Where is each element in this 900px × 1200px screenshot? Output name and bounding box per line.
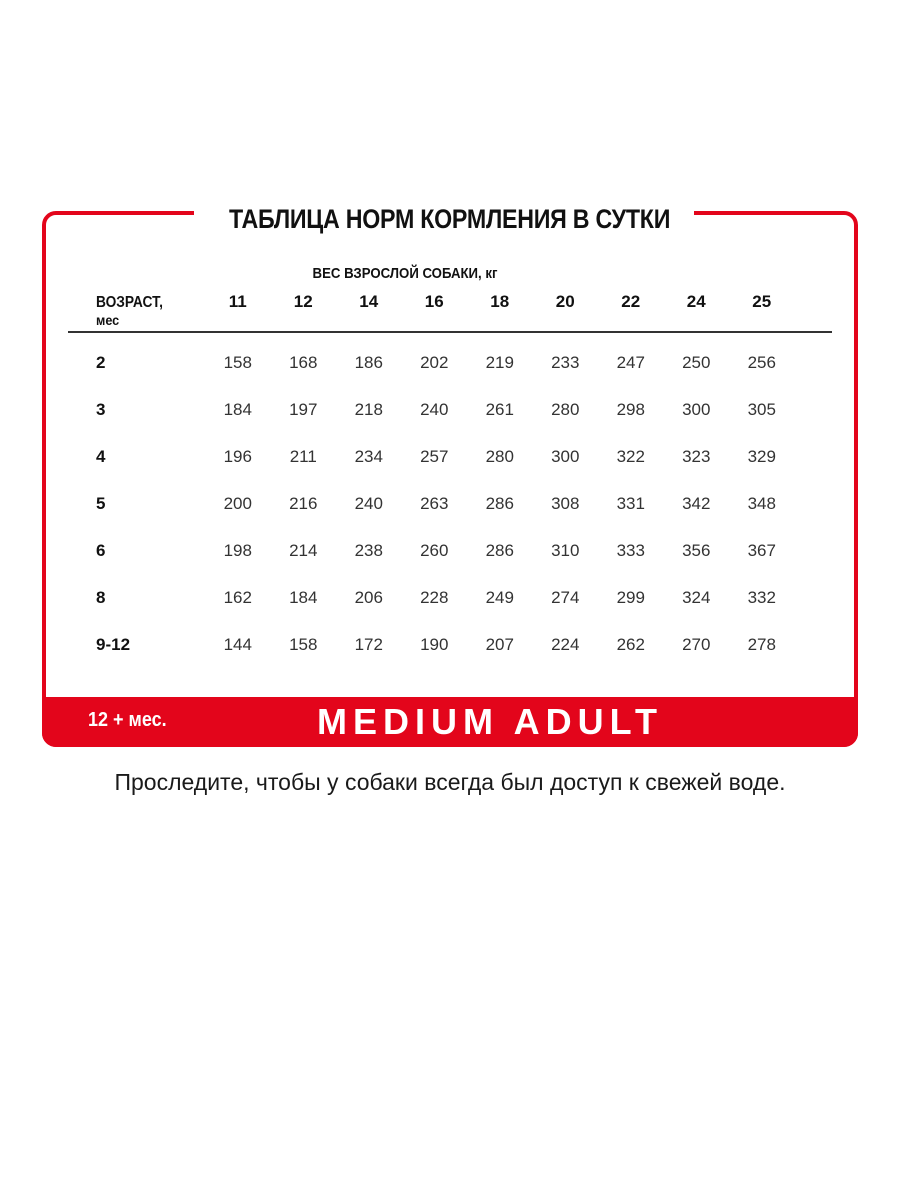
table-cell: 214 [289,541,318,560]
table-cell: 240 [420,400,449,419]
table-cell: 233 [551,353,580,372]
age-column-label: ВОЗРАСТ, [96,294,163,311]
band-age-label: 12 + мес. [88,709,167,731]
table-cell: 274 [551,588,580,607]
table-cell: 144 [223,635,252,654]
table-cell: 198 [223,541,252,560]
table-cell: 234 [354,447,383,466]
table-row [96,539,796,563]
table-cell: 200 [223,494,252,513]
water-note: Проследите, чтобы у собаки всегда был доступ к свежей воде. [114,769,786,795]
table-cell: 367 [747,541,776,560]
table-cell: 224 [551,635,580,654]
weight-header-cell: 14 [359,292,379,311]
table-cell: 286 [485,541,514,560]
table-cell: 308 [551,494,580,513]
table-cell: 342 [682,494,711,513]
table-cell: 322 [616,447,645,466]
weight-header-cell: 12 [293,292,313,311]
table-cell: 190 [420,635,449,654]
table-row [96,351,796,375]
table-cell: 333 [616,541,645,560]
table-cell: 298 [616,400,645,419]
table-row [96,586,796,610]
table-row [96,492,796,516]
table-cell: 329 [747,447,776,466]
table-cell: 219 [485,353,514,372]
weight-header-cell: 11 [228,292,247,311]
table-cell: 270 [682,635,711,654]
table-cell: 280 [551,400,580,419]
table-cell: 184 [223,400,252,419]
row-age: 3 [96,400,106,419]
table-row [96,445,796,469]
table-cell: 206 [354,588,383,607]
row-age: 8 [96,588,106,607]
table-cell: 257 [420,447,449,466]
table-row [96,633,796,657]
row-age: 9-12 [96,635,131,654]
table-cell: 261 [485,400,514,419]
table-row [96,398,796,422]
table-cell: 162 [223,588,252,607]
table-cell: 238 [354,541,383,560]
weight-header-cell: 16 [424,292,444,311]
table-cell: 184 [289,588,318,607]
table-cell: 260 [420,541,449,560]
table-cell: 211 [289,447,317,466]
table-cell: 299 [616,588,645,607]
table-cell: 250 [682,353,711,372]
table-cell: 331 [616,494,645,513]
table-cell: 228 [420,588,449,607]
table-cell: 310 [551,541,580,560]
table-title: ТАБЛИЦА НОРМ КОРМЛЕНИЯ В СУТКИ [229,204,671,234]
table-cell: 197 [289,400,318,419]
row-age: 6 [96,541,106,560]
table-cell: 305 [747,400,776,419]
weight-caption: ВЕС ВЗРОСЛОЙ СОБАКИ, кг [312,265,498,282]
table-cell: 172 [354,635,383,654]
weight-header-cell: 24 [686,292,706,311]
weight-header-cell: 20 [555,292,575,311]
table-cell: 300 [551,447,580,466]
table-cell: 262 [616,635,645,654]
table-cell: 168 [289,353,318,372]
table-cell: 324 [682,588,711,607]
table-cell: 249 [485,588,514,607]
table-cell: 218 [354,400,383,419]
weight-header-cell: 18 [490,292,510,311]
weight-header-cell: 22 [621,292,641,311]
table-cell: 263 [420,494,449,513]
table-cell: 186 [354,353,383,372]
table-cell: 286 [485,494,514,513]
table-cell: 216 [289,494,318,513]
table-cell: 196 [223,447,252,466]
table-cell: 247 [616,353,645,372]
table-cell: 158 [289,635,318,654]
table-cell: 280 [485,447,514,466]
age-column-unit: мес [96,312,120,328]
row-age: 4 [96,447,106,466]
row-age: 2 [96,353,106,372]
table-cell: 323 [682,447,711,466]
table-cell: 202 [420,353,449,372]
table-cell: 332 [747,588,776,607]
table-cell: 278 [747,635,776,654]
table-cell: 300 [682,400,711,419]
weight-header-cell: 25 [752,292,772,311]
row-age: 5 [96,494,106,513]
table-cell: 240 [354,494,383,513]
table-cell: 256 [747,353,776,372]
table-cell: 158 [223,353,252,372]
table-cell: 348 [747,494,776,513]
table-cell: 356 [682,541,711,560]
table-cell: 207 [485,635,514,654]
band-product-name: MEDIUM ADULT [317,701,663,742]
